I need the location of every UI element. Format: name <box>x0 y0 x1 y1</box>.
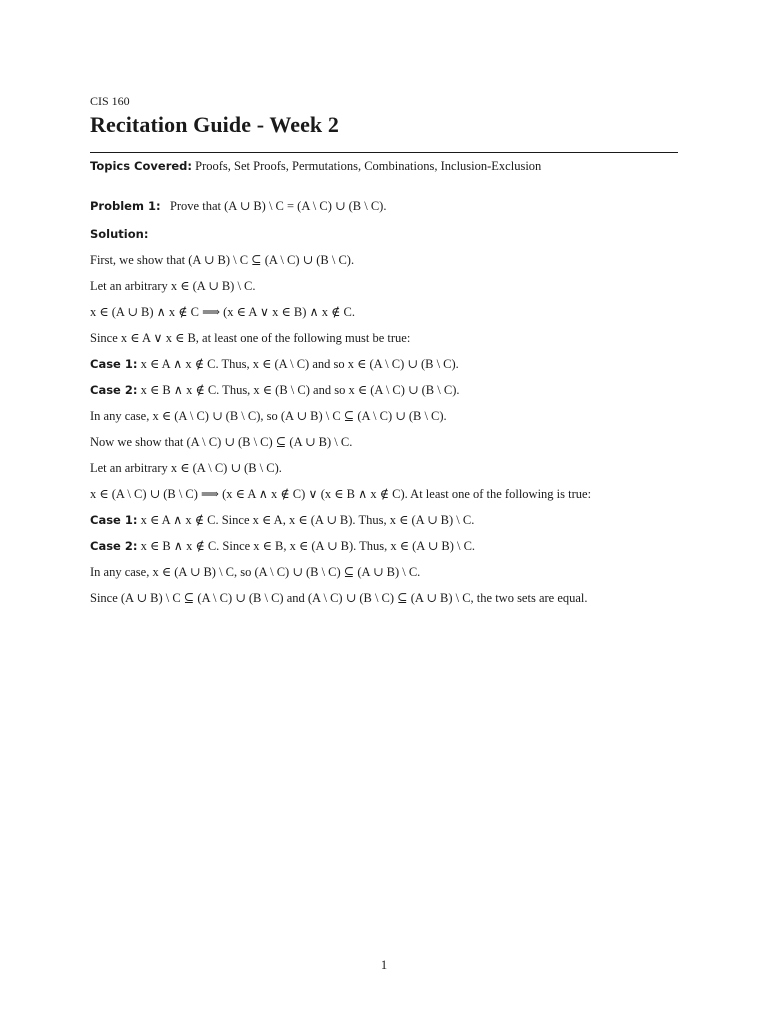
page-number: 1 <box>380 958 388 972</box>
problem-label: Problem 1: <box>90 199 161 213</box>
problem-text: Prove that (A ∪ B) \ C = (A \ C) ∪ (B \ C). <box>169 199 387 213</box>
case-text: x ∈ A ∧ x ∉ C. Since x ∈ A, x ∈ (A ∪ B). Thus, x ∈ (A ∪ B) \ C. <box>140 513 475 527</box>
case-text: x ∈ B ∧ x ∉ C. Since x ∈ B, x ∈ (A ∪ B). Thus, x ∈ (A ∪ B) \ C. <box>140 539 476 553</box>
case-1-second-direction <box>90 512 678 528</box>
solution-line: Since x ∈ A ∨ x ∈ B, at least one of the following must be true: <box>90 331 411 345</box>
case-2-first-direction <box>90 382 678 398</box>
case-label: Case 2: <box>90 383 138 397</box>
case-label: Case 1: <box>90 357 138 371</box>
problem-statement <box>90 198 678 214</box>
solution-line: First, we show that (A ∪ B) \ C ⊆ (A \ C) ∪ (B \ C). <box>90 253 355 267</box>
topics-covered <box>90 159 678 174</box>
topics-label: Topics Covered: <box>90 159 192 173</box>
page-title: Recitation Guide - Week 2 <box>90 112 339 137</box>
case-2-second-direction <box>90 538 678 554</box>
topics-text: Proofs, Set Proofs, Permutations, Combinations, Inclusion-Exclusion <box>195 159 542 173</box>
document-page <box>90 94 678 616</box>
case-text: x ∈ B ∧ x ∉ C. Thus, x ∈ (B \ C) and so x ∈ (A \ C) ∪ (B \ C). <box>140 383 460 397</box>
case-label: Case 2: <box>90 539 138 553</box>
solution-line: Let an arbitrary x ∈ (A \ C) ∪ (B \ C). <box>90 461 282 475</box>
solution-line: In any case, x ∈ (A \ C) ∪ (B \ C), so (A ∪ B) \ C ⊆ (A \ C) ∪ (B \ C). <box>90 409 447 423</box>
course-code: CIS 160 <box>90 94 130 108</box>
case-label: Case 1: <box>90 513 138 527</box>
case-text: x ∈ A ∧ x ∉ C. Thus, x ∈ (A \ C) and so x ∈ (A \ C) ∪ (B \ C). <box>140 357 459 371</box>
solution-conclusion: Since (A ∪ B) \ C ⊆ (A \ C) ∪ (B \ C) and (A \ C) ∪ (B \ C) ⊆ (A ∪ B) \ C, the two sets are equal. <box>90 591 588 605</box>
solution-line: Now we show that (A \ C) ∪ (B \ C) ⊆ (A ∪ B) \ C. <box>90 435 353 449</box>
solution-line: Let an arbitrary x ∈ (A ∪ B) \ C. <box>90 279 256 293</box>
solution-line: x ∈ (A ∪ B) ∧ x ∉ C ⟹ (x ∈ A ∨ x ∈ B) ∧ x ∉ C. <box>90 305 355 319</box>
solution-line: In any case, x ∈ (A ∪ B) \ C, so (A \ C) ∪ (B \ C) ⊆ (A ∪ B) \ C. <box>90 565 421 579</box>
case-1-first-direction <box>90 356 678 372</box>
solution-label: Solution: <box>90 227 149 241</box>
solution-heading <box>90 226 678 242</box>
solution-line: x ∈ (A \ C) ∪ (B \ C) ⟹ (x ∈ A ∧ x ∉ C) ∨ (x ∈ B ∧ x ∉ C). At least one of the following is true: <box>90 487 592 501</box>
title-divider <box>90 152 678 153</box>
